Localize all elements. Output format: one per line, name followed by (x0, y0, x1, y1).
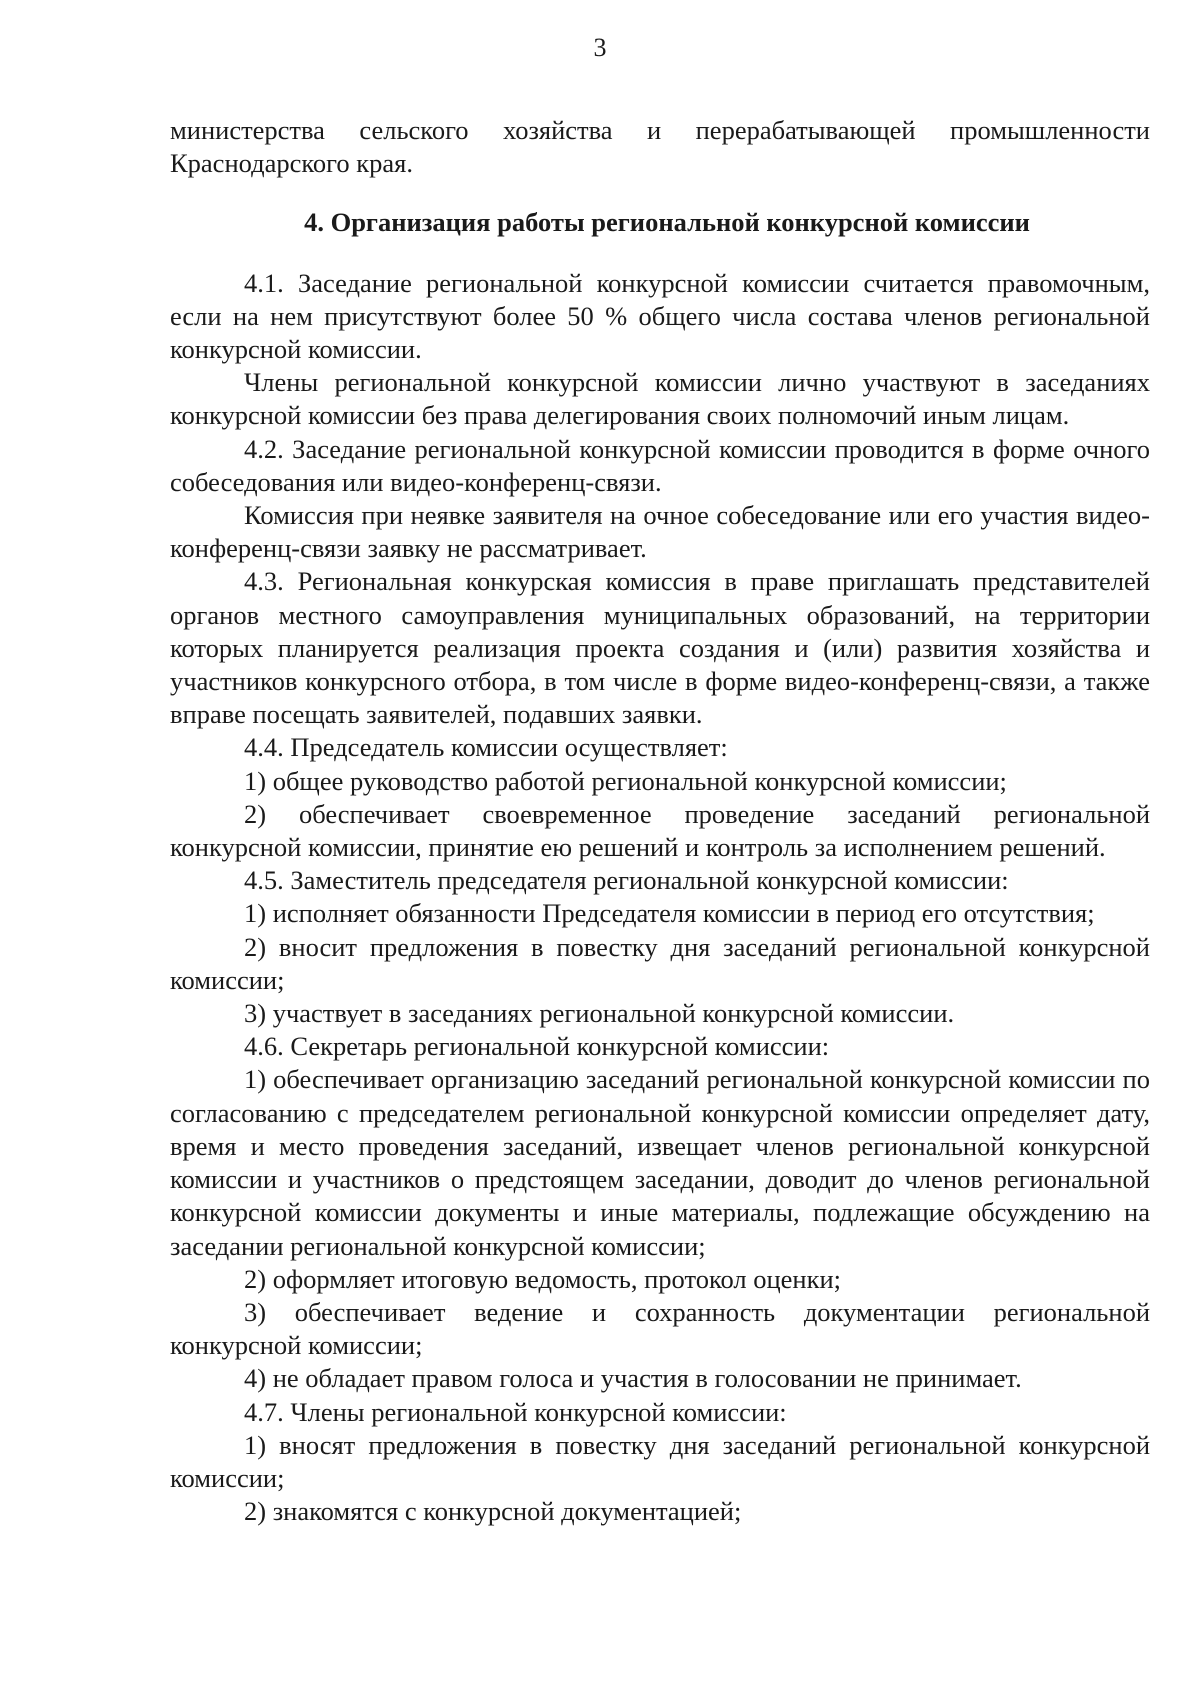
paragraph-absence-rule: Комиссия при неявке заявителя на очное собеседование или его участия видео-конференц-связи заявку не рассматривает. (170, 500, 1150, 564)
paragraph-4-7: 4.7. Члены региональной конкурсной комиссии: (244, 1396, 787, 1427)
document-body (170, 114, 1150, 1528)
paragraph-4-2: 4.2. Заседание региональной конкурсной комиссии проводится в форме очного собеседования или видео-конференц-связи. (170, 433, 1150, 497)
list-item-4-4-2: 2) обеспечивает своевременное проведение заседаний региональной конкурсной комиссии, принятие ею решений и контроль за исполнением решений. (170, 798, 1150, 863)
list-item-4-7-2: 2) знакомятся с конкурсной документацией; (244, 1496, 742, 1527)
list-item-4-5-1: 1) исполняет обязанности Председателя комиссии в период его отсутствия; (244, 898, 1095, 929)
list-item-4-5-3: 3) участвует в заседаниях региональной конкурсной комиссии. (244, 998, 955, 1029)
list-item-4-6-1: 1) обеспечивает организацию заседаний региональной конкурсной комиссии по согласованию с председателем региональной конкурсной комиссии определяет дату, время и место проведения заседаний, извещает членов региональной конкурсной комиссии и участников о предстоящем заседании, доводит до членов региональной конкурсной комиссии документы и иные материалы, подлежащие обсуждению на заседании региональной конкурсной комиссии; (170, 1064, 1150, 1261)
list-item-4-5-2: 2) вносит предложения в повестку дня заседаний региональной конкурсной комиссии; (170, 931, 1150, 995)
section-heading: 4. Организация работы региональной конкурсной комиссии (304, 207, 1030, 238)
paragraph-4-6: 4.6. Секретарь региональной конкурсной комиссии: (244, 1031, 830, 1062)
paragraph-4-5: 4.5. Заместитель председателя региональной конкурсной комиссии: (244, 865, 1009, 896)
paragraph-4-3: 4.3. Региональная конкурская комиссия в праве приглашать представителей органов местного самоуправления муниципальных образований, на территории которых планируется реализация проекта создания и (или) развития хозяйства и участников конкурсного отбора, в том числе в форме видео-конференц-связи, а также вправе посещать заявителей, подавших заявки. (170, 566, 1150, 730)
paragraph-continuation: министерства сельского хозяйства и перерабатывающей промышленности Краснодарского края. (170, 115, 1150, 179)
list-item-4-7-1: 1) вносят предложения в повестку дня заседаний региональной конкурсной комиссии; (170, 1429, 1150, 1493)
list-item-4-6-2: 2) оформляет итоговую ведомость, протокол оценки; (244, 1263, 842, 1294)
list-item-4-6-3: 3) обеспечивает ведение и сохранность документации региональной конкурсной комиссии; (170, 1296, 1150, 1361)
list-item-4-6-4: 4) не обладает правом голоса и участия в голосовании не принимает. (244, 1363, 1022, 1394)
paragraph-members-attendance: Члены региональной конкурсной комиссии лично участвуют в заседаниях конкурсной комиссии без права делегирования своих полномочий иным лицам. (170, 367, 1150, 431)
paragraph-4-1: 4.1. Заседание региональной конкурсной комиссии считается правомочным, если на нем присутствуют более 50 % общего числа состава членов региональной конкурсной комиссии. (170, 267, 1150, 365)
list-item-4-4-1: 1) общее руководство работой региональной конкурсной комиссии; (244, 765, 1007, 796)
page-number: 3 (593, 33, 607, 62)
paragraph-4-4: 4.4. Председатель комиссии осуществляет: (244, 732, 728, 763)
